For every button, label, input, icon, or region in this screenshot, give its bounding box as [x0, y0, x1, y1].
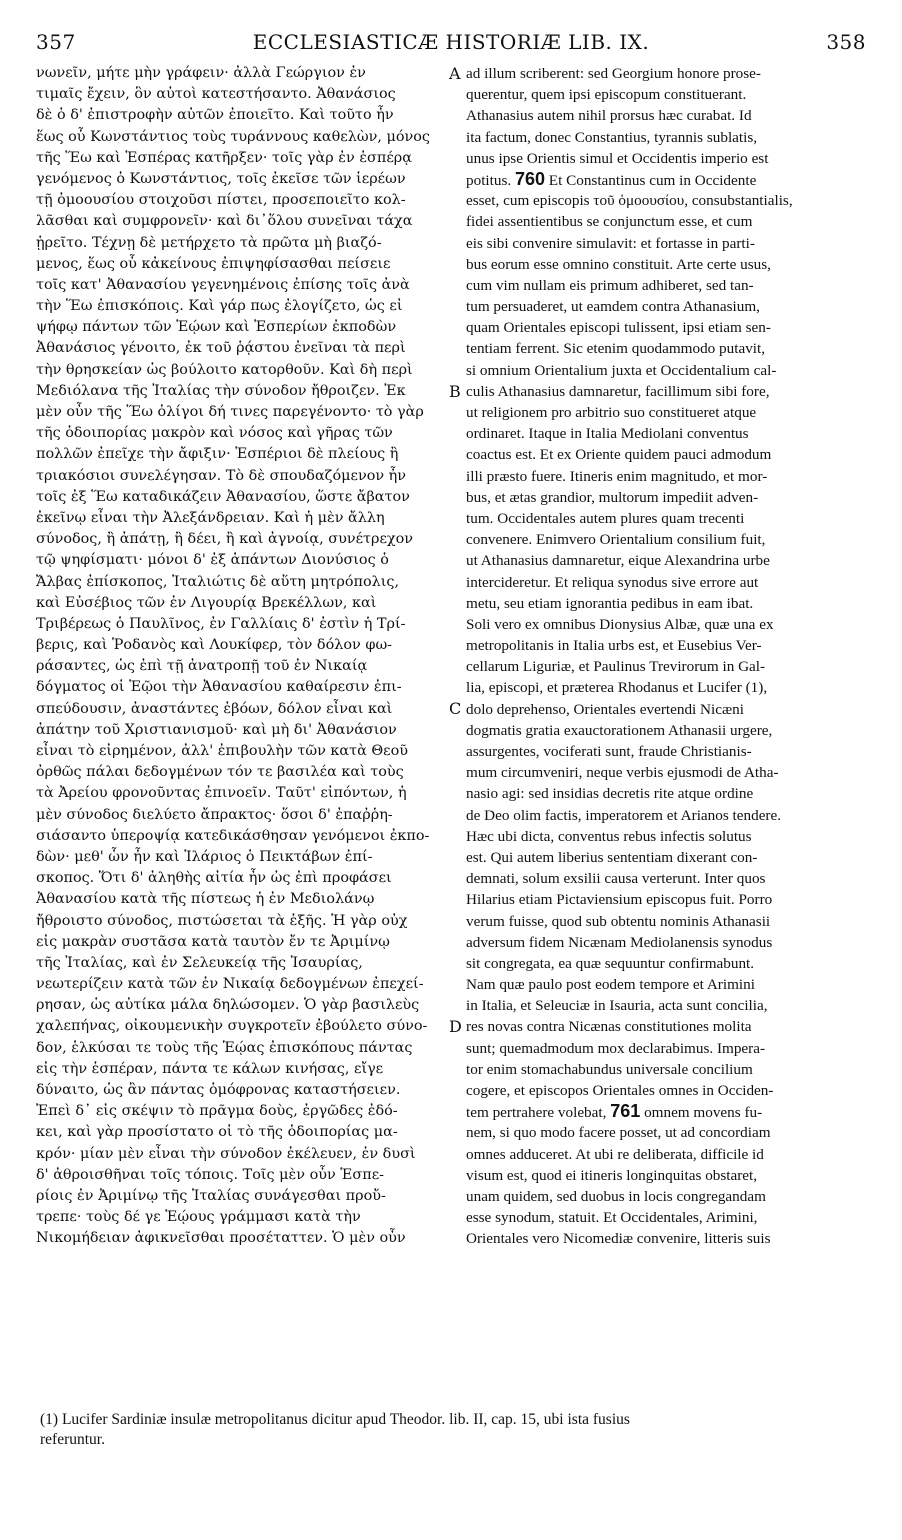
latin-text-line	[466, 1228, 866, 1249]
latin-text: quam Orientales episcopi tulissent, ipsi etiam sen-	[466, 319, 771, 337]
latin-text-line	[466, 190, 866, 211]
latin-text-line	[466, 635, 866, 656]
footnote-line: (1) Lucifer Sardiniæ insulæ metropolitanus dicitur apud Theodor. lib. II, cap. 15, ubi ista fusius	[40, 1411, 630, 1428]
latin-text: bus eorum esse omnino constituit. Arte certe usus,	[466, 255, 771, 273]
greek-text-line: ᾑρεῖτο. Τέχνῃ δὲ μετήρχετο τὰ πρῶτα μὴ βιαζό-	[36, 234, 382, 251]
latin-text: de Deo olim factis, imperatorem et Arianos tendere.	[466, 806, 782, 824]
latin-text-line	[466, 275, 866, 296]
latin-text: visum est, quod ei itineris longinquitas obstaret,	[466, 1166, 758, 1184]
greek-text-line: σκοπος. Ὅτι δ' ἀληθὴς αἰτία ἦν ὡς ἐπὶ προφάσει	[36, 870, 392, 887]
latin-text-line	[466, 889, 866, 910]
latin-text-line	[466, 805, 866, 826]
greek-text-line: τὴν θρησκείαν ὡς βούλοιτο κατορθοῦν. Καὶ δὴ περὶ	[36, 361, 413, 378]
greek-text-line: τῆς Ἰταλίας, καὶ ἐν Σελευκείᾳ τῆς Ἰσαυρίας,	[36, 954, 363, 971]
latin-text: omnes adduceret. At ubi re deliberata, difficile id	[466, 1145, 764, 1163]
latin-text: sit congregata, ea quæ sequuntur confirmabunt.	[466, 954, 755, 972]
greek-text-line: δον, ἑλκύσαι τε τοὺς τῆς Ἑῴας ἐπισκόπους πάντας	[36, 1039, 413, 1056]
latin-text: tem pertrahere volebat,	[466, 1104, 607, 1122]
greek-text-line: δὲ ὁ δ' ἐπιστροφὴν αὐτῶν ἐποιεῖτο. Καὶ τοῦτο ἦν	[36, 107, 394, 124]
latin-text-line	[466, 1144, 866, 1165]
page-number-right: 358	[826, 30, 866, 54]
greek-text-line: τοῖς ἐξ Ἕω καταδικάζειν Ἀθανασίου, ὥστε ἄβατον	[36, 488, 410, 505]
greek-text-line: κει, καὶ γὰρ προσίστατο οἱ τὸ τῆς ὁδοιπορίας μα-	[36, 1124, 398, 1141]
latin-text-line	[466, 254, 866, 275]
latin-text-line	[466, 593, 866, 614]
latin-text-line	[466, 868, 866, 889]
greek-text-line: ἤθροιστο σύνοδος, πιστώσεται τὰ ἑξῆς. Ἡ γὰρ οὐχ	[36, 912, 408, 929]
greek-text-line: μενος, ἕως οὗ κἀκείνους ἐπιψηφίσασθαι πείσειε	[36, 255, 391, 272]
greek-text-line: τριακόσιοι συνελέγησαν. Τὸ δὲ σπουδαζόμενον ἦν	[36, 467, 407, 484]
latin-text-line	[466, 529, 866, 550]
latin-text: coactus est. Et ex Oriente quidem pauci admodum	[466, 446, 772, 464]
latin-text-line	[466, 360, 866, 381]
latin-column	[466, 63, 866, 1383]
latin-text-line	[466, 762, 866, 783]
latin-text: metu, seu etiam ignorantia pedibus in eam ibat.	[466, 594, 754, 612]
latin-text: esse synodum, statuit. Et Occidentales, Arimini,	[466, 1209, 758, 1227]
latin-text: unam quidem, sed duobus in locis congregandam	[466, 1187, 766, 1205]
latin-text-line	[466, 211, 866, 232]
greek-text-line: πολλῶν ἐπεῖχε τὴν ἄφιξιν· Ἑσπέριοι δὲ πλείους ἢ	[36, 446, 399, 463]
latin-text-line	[466, 127, 866, 148]
greek-text-line: νωνεῖν, μήτε μὴν γράφειν· ἀλλὰ Γεώργιον ἐν	[36, 65, 366, 81]
greek-text-line: τὴν Ἕω ἐπισκόποις. Καὶ γάρ πως ἐλογίζετο, ὡς εἰ	[36, 298, 403, 315]
latin-text-line	[466, 741, 866, 762]
greek-text-line: Μεδιόλανα τῆς Ἰταλίας τὴν σύνοδον ἤθροιζεν. Ἐκ	[36, 382, 406, 399]
greek-text-line: δύναιτο, ὡς ἂν πάντας ὁμόφρονας καταστήσειεν.	[36, 1082, 401, 1098]
latin-text: dogmatis gratia exauctorationem Athanasii urgere,	[466, 721, 773, 739]
latin-text-line	[466, 233, 866, 254]
latin-text: dolo deprehenso, Orientales evertendi Nicæni	[466, 700, 744, 718]
running-header	[36, 30, 866, 60]
latin-text: culis Athanasius damnaretur, facillimum sibi fore,	[466, 382, 770, 400]
greek-text-line: δὼν· μεθ' ὧν ἦν καὶ Ἱλάριος ὁ Πεικτάβων ἐπί-	[36, 848, 373, 865]
greek-text-line: ψήφῳ πάντων τῶν Ἑῴων καὶ Ἑσπερίων ἐκποδὼν	[36, 319, 397, 336]
latin-text: est. Qui autem liberius sententiam dixerant con-	[466, 848, 758, 866]
greek-text-line: εἶναι τὸ εἰρημένον, ἀλλ' ἐπιβουλὴν τῶν κατὰ Θεοῦ	[36, 743, 409, 759]
latin-text: tor enim stomachabundus universale concilium	[466, 1060, 753, 1078]
latin-text-line	[466, 466, 866, 487]
latin-text: Hæc ubi dicta, conventus rebus infectis solutus	[466, 827, 752, 845]
latin-text: Hilarius etiam Pictaviensium episcopus fuit. Porro	[466, 891, 773, 909]
greek-text-line: κρόν· μίαν μὲν εἶναι τὴν σύνοδον ἐκέλευεν, ἐν δυσὶ	[36, 1145, 416, 1162]
latin-text-line	[466, 296, 866, 317]
latin-text-line	[466, 169, 866, 190]
latin-text-line	[466, 444, 866, 465]
latin-text-line	[466, 550, 866, 571]
latin-text: unus ipse Orientis simul et Occidentis imperio est	[466, 149, 769, 167]
latin-text-line	[466, 1122, 866, 1143]
greek-text-line: Τριβέρεως ὁ Παυλῖνος, ἐν Γαλλίαις δ' ἐστὶν ἡ Τρί-	[36, 615, 406, 632]
latin-text-line	[466, 677, 866, 698]
greek-text-line: ἐκεῖνῳ εἶναι τὴν Ἀλεξάνδρειαν. Καὶ ἡ μὲν ἄλλη	[36, 509, 385, 526]
latin-text-line	[466, 932, 866, 953]
greek-text-line: Ἄλβας ἐπίσκοπος, Ἰταλιώτις δὲ αὕτη μητρόπολις,	[36, 573, 400, 590]
latin-text-line	[466, 105, 866, 126]
latin-text: nem, si quo modo facere posset, ut ad concordiam	[466, 1124, 771, 1142]
latin-text: tum. Occidentales autem plures quam trecenti	[466, 509, 745, 527]
latin-text-line	[466, 381, 866, 402]
page-number-left: 357	[36, 30, 76, 54]
latin-text: ut Athanasius damnaretur, eique Alexandrina urbe	[466, 552, 770, 570]
greek-text-line: ρησαν, ὡς αὐτίκα μάλα δηλώσομεν. Ὁ γὰρ βασιλεὺς	[36, 997, 420, 1014]
latin-text: potitus.	[466, 171, 512, 189]
latin-text: nasio agi: sed insidias decretis rite atque ordine	[466, 785, 754, 803]
greek-text-line: λᾶσθαι καὶ συμφρονεῖν· καὶ δι᾽ὅλου συνεῖναι τάχα	[36, 213, 413, 230]
latin-text-line	[466, 699, 866, 720]
latin-text: Athanasius autem nihil prorsus hæc curabat. Id	[466, 107, 752, 125]
greek-text-line: Νικομήδειαν ἀφικνεῖσθαι προσέταττεν. Ὁ μὲν οὖν	[36, 1230, 406, 1247]
greek-text-line: ἕως οὗ Κωνστάντιος τοὺς τυράννους καθελὼν, μόνος	[36, 128, 430, 145]
latin-text-line	[466, 1038, 866, 1059]
greek-text-line: σύνοδος, ἢ ἀπάτῃ, ἢ δέει, ἢ καὶ ἀγνοίᾳ, συνέτρεχον	[36, 531, 414, 548]
latin-text: cellarum Liguriæ, et Paulinus Trevirorum in Gal-	[466, 658, 766, 676]
latin-text-line	[466, 84, 866, 105]
latin-text-line	[466, 148, 866, 169]
latin-text: fidei assentientibus se conjunctum esse, et cum	[466, 213, 753, 231]
latin-text: adversum fidem Nicænam Mediolanensis synodus	[466, 933, 773, 951]
latin-text-line	[466, 720, 866, 741]
latin-text-line	[466, 1165, 866, 1186]
greek-text-line: ὀρθῶς πάλαι δεδογμένων τόν τε βασιλέα καὶ τοὺς	[36, 764, 404, 781]
greek-text-line: χαλεπήνας, οἰκουμενικὴν συγκροτεῖν ἐβούλετο σύνο-	[36, 1018, 428, 1035]
greek-text-line: δ' ἀθροισθῆναι τοῖς τόποις. Τοῖς μὲν οὖν Ἑσπε-	[36, 1166, 385, 1183]
greek-column	[36, 63, 454, 1383]
latin-text: eis sibi convenire simulavit: et fortasse in parti-	[466, 234, 755, 252]
latin-text-line	[466, 847, 866, 868]
greek-text-line: τῆς Ἕω καὶ Ἑσπέρας κατῆρξεν· τοῖς γὰρ ἐν ἑσπέρᾳ	[36, 149, 412, 166]
latin-text-line	[466, 1101, 866, 1122]
latin-text-line	[466, 953, 866, 974]
latin-text: cum vim nullam eis primum adhiberet, sed tan-	[466, 276, 754, 294]
greek-text-line: σιάσαντο ὑπεροψίᾳ κατεδικάσθησαν γενόμενοι ἐκπο-	[36, 827, 430, 844]
greek-text-line: Ἀθανασίου κατὰ τῆς πίστεως ἡ ἐν Μεδιολάνῳ	[36, 891, 375, 908]
latin-text: demnati, solum exsilii causa verterunt. Inter quos	[466, 870, 766, 888]
section-marker-c: C	[449, 699, 462, 718]
greek-text-line: βερις, καὶ Ῥοδανὸς καὶ Λουκίφερ, τὸν δόλον φω-	[36, 637, 393, 654]
greek-text-line: τῇ ὁμοουσίου στοιχοῦσι πίστει, προσεποιεῖτο κολ-	[36, 192, 406, 209]
greek-text-line: μὲν σύνοδος διελύετο ἄπρακτος· ὅσοι δ' ἐπαῤῥη-	[36, 806, 393, 823]
latin-text: Et Constantinus cum in Occidente	[548, 171, 757, 189]
latin-text: si omnium Orientalium juxta et Occidentalium cal-	[466, 361, 777, 379]
latin-text-line	[466, 656, 866, 677]
latin-text-line	[466, 1080, 866, 1101]
greek-text-line: καὶ Εὐσέβιος τῶν ἐν Λιγουρίᾳ Βρεκέλλων, καὶ	[36, 594, 377, 611]
greek-text-line: τὰ Ἀρείου φρονοῦντας ἐπινοεῖν. Ταῦτ' εἰπόντων, ἡ	[36, 785, 407, 802]
section-marker-d: D	[449, 1017, 462, 1036]
latin-text: Nam quæ paulo post eodem tempore et Arimini	[466, 976, 755, 994]
latin-text: convenere. Enimvero Orientalium consilium fuit,	[466, 531, 766, 549]
greek-text-line: τῷ ψηφίσματι· μόνοι δ' ἐξ ἁπάντων Διονύσιος ὁ	[36, 552, 389, 569]
latin-text: esset, cum episcopis τοῦ ὁμοουσίου, consubstantialis,	[466, 192, 793, 210]
latin-text: intercideretur. Et reliqua synodus sive errore aut	[466, 573, 759, 591]
latin-text-line	[466, 614, 866, 635]
footnote	[40, 1410, 870, 1450]
latin-text: Orientales vero Nicomediæ convenire, litteris suis	[466, 1230, 771, 1248]
latin-text-line	[466, 1207, 866, 1228]
column-number: 760	[514, 168, 545, 189]
greek-text-line: εἰς μακρὰν συστᾶσα κατὰ ταυτὸν ἔν τε Ἀριμίνῳ	[36, 933, 390, 950]
greek-text-line: Ἐπεὶ δ᾽ εἰς σκέψιν τὸ πρᾶγμα δοὺς, ἐργῶδες ἐδό-	[36, 1103, 398, 1120]
section-marker-b: B	[449, 382, 461, 401]
greek-text-line: τρεπε· τοὺς δέ γε Ἑῴους γράμμασι κατὰ τὴν	[36, 1209, 361, 1226]
latin-text: res novas contra Nicænas constitutiones molita	[466, 1018, 752, 1036]
section-marker-a: A	[449, 64, 461, 83]
latin-text-line	[466, 826, 866, 847]
latin-text: lia, episcopi, et præterea Rhodanus et Lucifer (1),	[466, 679, 768, 697]
latin-text: Soli vero ex omnibus Dionysius Albæ, quæ una ex	[466, 615, 774, 633]
greek-text-line: ράσαντες, ὡς ἐπὶ τῇ ἀνατροπῇ τοῦ ἐν Νικαίᾳ	[36, 658, 368, 675]
greek-text-line: τιμαῖς ἔχειν, ὃν αὐτοὶ κατεστήσαντο. Ἀθανάσιος	[36, 86, 396, 103]
latin-text-line	[466, 974, 866, 995]
latin-text: ut religionem pro arbitrio suo constitueret atque	[466, 404, 757, 421]
greek-text-line: εἰς τὴν ἑσπέραν, πάντα τε κάλων κινήσας, εἴγε	[36, 1060, 384, 1077]
latin-text: ordinaret. Itaque in Italia Mediolani conventus	[466, 425, 749, 443]
latin-text: querentur, quem ipsi episcopum constituerant.	[466, 86, 747, 104]
footnote-line: referuntur.	[40, 1431, 105, 1448]
column-number: 761	[610, 1101, 641, 1122]
latin-text-line	[466, 63, 866, 84]
greek-text-line: γενόμενος ὁ Κωνστάντιος, τοῖς ἐκεῖσε τῶν ἱερέων	[36, 170, 406, 187]
latin-text-line	[466, 487, 866, 508]
latin-text-line	[466, 1016, 866, 1037]
latin-text-line	[466, 572, 866, 593]
latin-text-line	[466, 317, 866, 338]
latin-text-line	[466, 508, 866, 529]
latin-text-line	[466, 911, 866, 932]
latin-text: metropolitanis in Italia urbs est, et Eusebius Ver-	[466, 637, 762, 655]
greek-text-line: Ἀθανάσιος γένοιτο, ἐκ τοῦ ῥᾴστου ἐνεῖναι τὰ περὶ	[36, 340, 406, 357]
latin-text-line	[466, 1186, 866, 1207]
latin-text-line	[466, 402, 866, 423]
greek-text-line: σπεύδουσιν, ἀναστάντες ἐβόων, δόλον εἶναι καὶ	[36, 700, 393, 717]
latin-text: tum persuaderet, ut eamdem contra Athanasium,	[466, 298, 760, 316]
latin-text: sunt; quemadmodum mox declarabimus. Impera-	[466, 1039, 766, 1057]
latin-text-line	[466, 338, 866, 359]
latin-text-line	[466, 1059, 866, 1080]
latin-text: mum circumveniri, neque verbis ejusmodi de Atha-	[466, 764, 779, 782]
latin-text: verum fuisse, quod sub obtentu nominis Athanasii	[466, 912, 771, 930]
greek-text-line: δόγματος οἱ Ἑῷοι τὴν Ἀθανασίου καθαίρεσιν ἐπι-	[36, 679, 402, 696]
greek-text-line: ρίοις ἐν Ἀριμίνῳ τῆς Ἰταλίας συνάγεσθαι προὔ-	[36, 1187, 386, 1204]
latin-text-line	[466, 423, 866, 444]
latin-text: ita factum, donec Constantius, tyrannis sublatis,	[466, 128, 758, 146]
latin-text: ad illum scriberent: sed Georgium honore prose-	[466, 65, 761, 82]
greek-text-line: νεωτερίζειν κατὰ τῶν ἐν Νικαίᾳ δεδογμένων ἐπεχεί-	[36, 976, 424, 993]
greek-text-line: μὲν οὖν τῆς Ἕω ὀλίγοι δή τινες παρεγένοντο· τὸ γὰρ	[36, 404, 424, 420]
latin-text: cogere, et episcopos Orientales omnes in Occiden-	[466, 1082, 774, 1099]
latin-text: in Italia, et Seleuciæ in Isauria, acta sunt concilia,	[466, 997, 768, 1015]
latin-text: omnem movens fu-	[644, 1104, 763, 1122]
greek-text-line: τῆς ὁδοιπορίας μακρὸν καὶ νόσος καὶ γῆρας τῶν	[36, 425, 393, 442]
latin-text: tentiam ferrent. Sic etenim quodammodo putavit,	[466, 340, 766, 358]
latin-text: bus, et ætas grandior, multorum impediit adven-	[466, 488, 759, 506]
latin-text-line	[466, 995, 866, 1016]
latin-text-line	[466, 783, 866, 804]
greek-text-line: ἀπάτην τοῦ Χριστιανισμοῦ· καὶ μὴ δι' Ἀθανάσιον	[36, 721, 397, 738]
latin-text: assurgentes, vociferati sunt, fraude Christianis-	[466, 743, 752, 760]
greek-text-line: τοῖς κατ' Ἀθανασίου γεγενημένοις ἐπίσης τοῖς ἀνὰ	[36, 276, 410, 293]
latin-text: illi præsto fuere. Itineris enim magnitudo, et mor-	[466, 467, 768, 485]
running-title: ECCLESIASTICÆ HISTORIÆ LIB. IX.	[252, 30, 650, 54]
